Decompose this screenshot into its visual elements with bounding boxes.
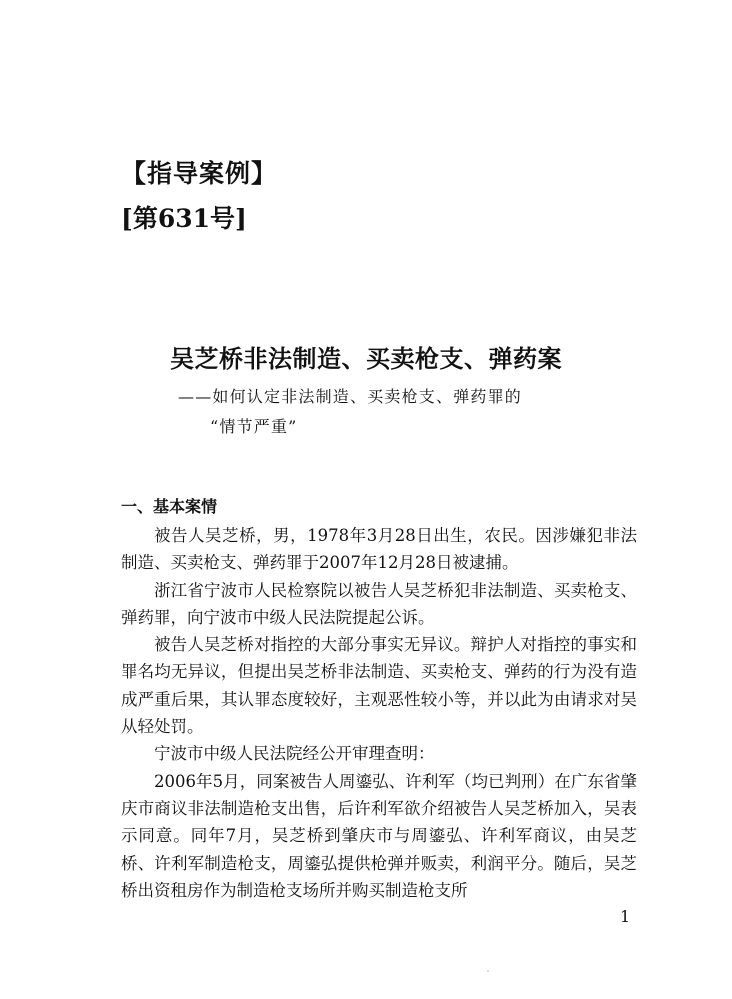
case-title: 吴芝桥非法制造、买卖枪支、弹药案 [170,344,562,373]
paragraph: 宁波市中级人民法院经公开审理查明： [154,744,435,764]
paragraph: 被告人吴芝桥，男，1978年3月28日出生，农民。因涉嫌犯非法制造、买卖枪支、弹药罪于2007年12月28日被逮捕。 [121,526,637,573]
case-number: [第631号] [121,204,247,233]
case-subtitle-line-2: “情节严重” [210,417,298,436]
case-category-tag: 【指导案例】 [121,159,278,188]
section-heading: 一、基本案情 [121,497,218,516]
paragraph: 浙江省宁波市人民检察院以被告人吴芝桥犯非法制造、买卖枪支、弹药罪，向宁波市中级人民法院提起公诉。 [121,580,637,627]
case-facts-body [121,522,637,904]
scan-speck [487,970,489,972]
page-number: 1 [620,907,631,926]
paragraph: 被告人吴芝桥对指控的大部分事实无异议。辩护人对指控的事实和罪名均无异议，但提出吴芝桥非法制造、买卖枪支、弹药的行为没有造成严重后果，其认罪态度较好，主观恶性较小等，并以此为由请求对吴从轻处罚。 [121,635,637,737]
paragraph: 2006年5月，同案被告人周鎏弘、许利军（均已判刑）在广东省肇庆市商议非法制造枪支出售，后许利军欲介绍被告人吴芝桥加入，吴表示同意。同年7月，吴芝桥到肇庆市与周鎏弘、许利军商议，由吴芝桥、许利军制造枪支，周鎏弘提供枪弹并贩卖，利润平分。随后，吴芝桥出资租房作为制造枪支场所并购买制造枪支所 [121,771,637,900]
case-subtitle-line-1: ——如何认定非法制造、买卖枪支、弹药罪的 [178,387,523,406]
